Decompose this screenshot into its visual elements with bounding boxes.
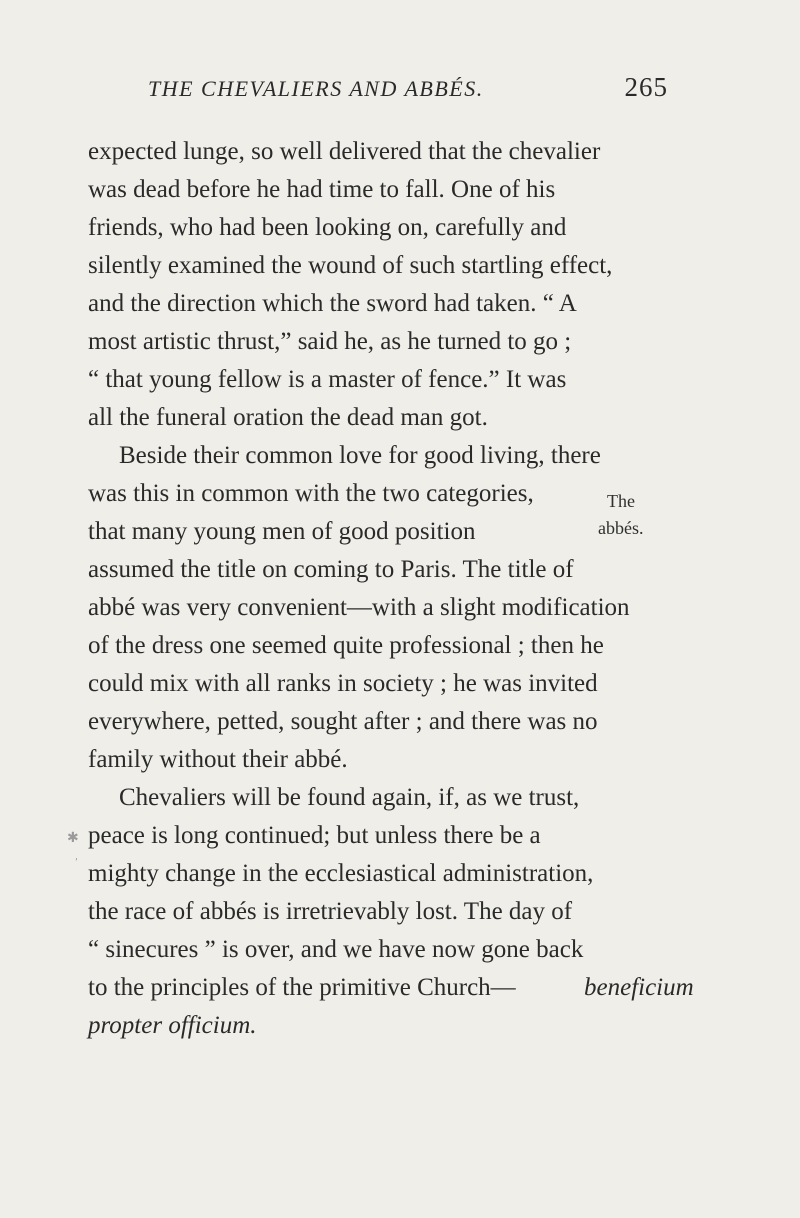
text-line: expected lunge, so well delivered that the chevalier	[88, 138, 601, 165]
text-line: peace is long continued; but unless there be a	[88, 822, 541, 849]
text-line: the race of abbés is irretrievably lost. The day of	[88, 898, 573, 925]
text-line: friends, who had been looking on, carefully and	[88, 214, 567, 241]
text-line: that many young men of good position	[88, 518, 476, 545]
page-number: 265	[624, 72, 668, 102]
page-header	[148, 72, 668, 116]
text-line: mighty change in the ecclesiastical administration,	[88, 860, 594, 887]
text-line: was this in common with the two categories,	[88, 480, 534, 507]
italic-latin: beneficium	[584, 974, 694, 1001]
text-line: family without their abbé.	[88, 746, 348, 773]
text-line: Chevaliers will be found again, if, as we trust,	[119, 784, 580, 811]
text-line: to the principles of the primitive Church— beneficium	[88, 974, 694, 1001]
margin-note: The	[607, 491, 635, 511]
text-line: most artistic thrust,” said he, as he turned to go ;	[88, 328, 572, 355]
text-line: and the direction which the sword had taken. “ A	[88, 290, 577, 317]
text-line: abbé was very convenient—with a slight modification	[88, 594, 630, 621]
page-blemish: ʹ	[75, 858, 78, 869]
text-line: “ sinecures ” is over, and we have now gone back	[88, 936, 584, 963]
running-title: THE CHEVALIERS AND ABBÉS.	[148, 76, 484, 101]
text-line: silently examined the wound of such startling effect,	[88, 252, 613, 279]
text-line: assumed the title on coming to Paris. The title of	[88, 556, 574, 583]
text-line: “ that young fellow is a master of fence.” It was	[88, 366, 567, 393]
text-line: could mix with all ranks in society ; he was invited	[88, 670, 598, 697]
text-line: was dead before he had time to fall. One of his	[88, 176, 556, 203]
text-line: propter officium.	[88, 1012, 257, 1039]
text-line: all the funeral oration the dead man got.	[88, 404, 488, 431]
margin-note: abbés.	[598, 518, 644, 538]
text-line: of the dress one seemed quite professional ; then he	[88, 632, 604, 659]
page-blemish: ✱	[67, 830, 79, 846]
text-line: everywhere, petted, sought after ; and there was no	[88, 708, 598, 735]
text-line: Beside their common love for good living, there	[119, 442, 601, 469]
